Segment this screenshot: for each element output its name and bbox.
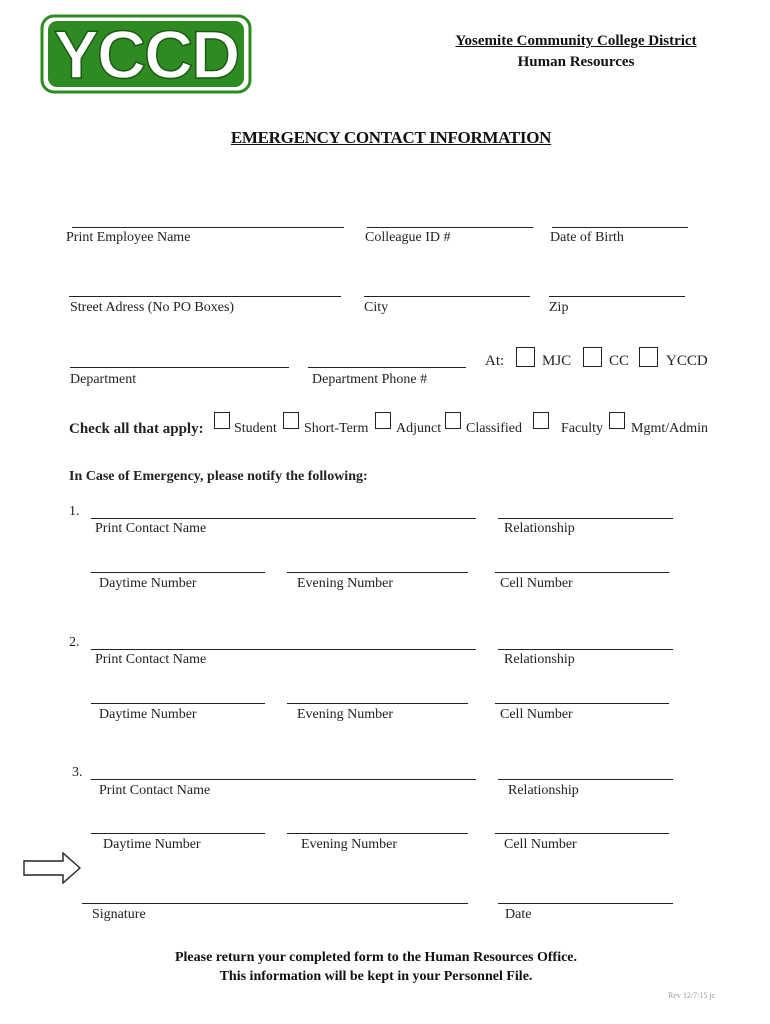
contact-2-name-field[interactable] [91, 649, 476, 650]
contact-1-name-label: Print Contact Name [95, 521, 207, 536]
contact-3-name-label: Print Contact Name [99, 783, 211, 798]
contact-3-evening-field[interactable] [287, 833, 468, 834]
right-arrow-icon [23, 852, 81, 884]
logo-text: YCCD [53, 17, 239, 93]
contact-3-relationship-label: Relationship [508, 783, 579, 798]
adjunct-checkbox[interactable] [375, 412, 391, 429]
colleague-id-field[interactable] [367, 227, 533, 228]
cc-checkbox[interactable] [583, 347, 602, 367]
mgmt-admin-checkbox[interactable] [609, 412, 625, 429]
emergency-heading: In Case of Emergency, please notify the following: [69, 469, 368, 484]
dob-label: Date of Birth [550, 230, 624, 245]
classified-label: Classified [466, 421, 522, 436]
mjc-checkbox[interactable] [516, 347, 535, 367]
cc-label: CC [609, 353, 630, 369]
contact-2-cell-label: Cell Number [500, 707, 573, 722]
contact-2-evening-label: Evening Number [297, 707, 394, 722]
short-term-label: Short-Term [304, 421, 369, 436]
contact-3-evening-label: Evening Number [301, 837, 398, 852]
mgmt-admin-label: Mgmt/Admin [631, 421, 709, 436]
yccd-label: YCCD [666, 353, 708, 369]
revision-note: Rev 12/7/15 jc [668, 991, 716, 1000]
contact-1-evening-field[interactable] [287, 572, 468, 573]
classified-checkbox[interactable] [445, 412, 461, 429]
dept-name: Human Resources [517, 54, 635, 70]
page-title: EMERGENCY CONTACT INFORMATION [230, 128, 552, 147]
colleague-id-label: Colleague ID # [365, 230, 451, 245]
contact-3-cell-field[interactable] [495, 833, 669, 834]
signature-label: Signature [92, 907, 146, 922]
contact-3-daytime-field[interactable] [91, 833, 265, 834]
employee-name-field[interactable] [72, 227, 344, 228]
contact-1-relationship-label: Relationship [504, 521, 575, 536]
department-field[interactable] [70, 367, 289, 368]
contact-2-name-label: Print Contact Name [95, 652, 207, 667]
city-label: City [364, 300, 389, 315]
street-label: Street Adress (No PO Boxes) [70, 300, 235, 315]
dob-field[interactable] [552, 227, 688, 228]
contact-2-evening-field[interactable] [287, 703, 468, 704]
employee-name-label: Print Employee Name [66, 230, 191, 245]
contact-1-name-field[interactable] [91, 518, 476, 519]
date-label: Date [505, 907, 532, 922]
zip-field[interactable] [549, 296, 685, 297]
footer-line-1: Please return your completed form to the Human Resources Office. [174, 950, 578, 965]
contact-2-relationship-field[interactable] [498, 649, 673, 650]
date-field[interactable] [498, 903, 673, 904]
contact-2-cell-field[interactable] [495, 703, 669, 704]
footer-line-2: This information will be kept in your Personnel File. [219, 969, 533, 984]
contact-3-daytime-label: Daytime Number [103, 837, 201, 852]
contact-3-relationship-field[interactable] [498, 779, 673, 780]
contact-2-daytime-label: Daytime Number [99, 707, 197, 722]
student-label: Student [234, 421, 277, 436]
contact-3-cell-label: Cell Number [504, 837, 577, 852]
contact-1-evening-label: Evening Number [297, 576, 394, 591]
city-field[interactable] [364, 296, 530, 297]
at-label: At: [485, 353, 505, 369]
contact-3-number: 3. [72, 765, 83, 780]
department-label: Department [70, 372, 137, 387]
contact-1-daytime-label: Daytime Number [99, 576, 197, 591]
org-name: Yosemite Community College District [455, 33, 697, 49]
signature-field[interactable] [82, 903, 468, 904]
check-all-label: Check all that apply: [69, 421, 204, 437]
short-term-checkbox[interactable] [283, 412, 299, 429]
adjunct-label: Adjunct [396, 421, 442, 436]
contact-2-daytime-field[interactable] [91, 703, 265, 704]
contact-3-name-field[interactable] [91, 779, 476, 780]
zip-label: Zip [549, 300, 569, 315]
contact-1-relationship-field[interactable] [498, 518, 673, 519]
contact-1-number: 1. [69, 504, 80, 519]
faculty-checkbox[interactable] [533, 412, 549, 429]
contact-2-number: 2. [69, 635, 80, 650]
contact-2-relationship-label: Relationship [504, 652, 575, 667]
contact-1-cell-label: Cell Number [500, 576, 573, 591]
contact-1-cell-field[interactable] [495, 572, 669, 573]
mjc-label: MJC [542, 353, 572, 369]
yccd-checkbox[interactable] [639, 347, 658, 367]
dept-phone-field[interactable] [308, 367, 466, 368]
street-field[interactable] [69, 296, 341, 297]
student-checkbox[interactable] [214, 412, 230, 429]
ycc-logo [40, 14, 252, 94]
dept-phone-label: Department Phone # [312, 372, 428, 387]
faculty-label: Faculty [561, 421, 603, 436]
contact-1-daytime-field[interactable] [91, 572, 265, 573]
